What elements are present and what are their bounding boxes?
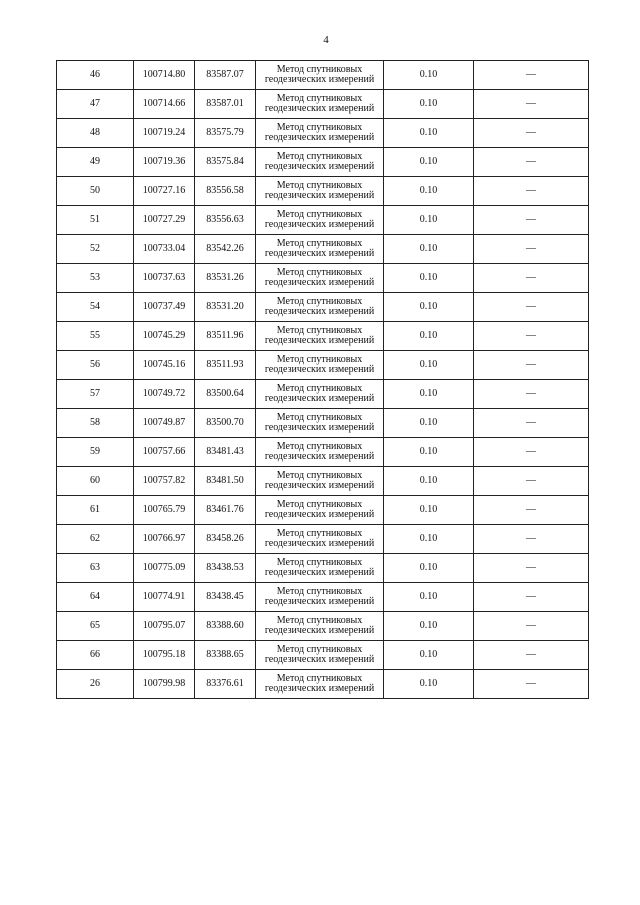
x-coordinate-cell: 100757.82: [134, 467, 195, 496]
note-cell: —: [474, 583, 589, 612]
table-row: [57, 554, 589, 583]
y-coordinate-cell: 83388.60: [195, 612, 256, 641]
y-coordinate-cell: 83458.26: [195, 525, 256, 554]
method-cell: [256, 641, 384, 670]
point-number-cell: 64: [57, 583, 134, 612]
accuracy-cell: 0.10: [384, 409, 474, 438]
accuracy-cell: 0.10: [384, 264, 474, 293]
method-line: Метод спутниковых: [276, 267, 363, 278]
y-coordinate-cell: 83587.07: [195, 61, 256, 90]
point-number-cell: 60: [57, 467, 134, 496]
accuracy-cell: 0.10: [384, 235, 474, 264]
table-row: [57, 670, 589, 699]
y-coordinate-cell: 83388.65: [195, 641, 256, 670]
accuracy-cell: 0.10: [384, 380, 474, 409]
x-coordinate-cell: 100727.16: [134, 177, 195, 206]
method-line: геодезических измерений: [264, 683, 375, 694]
y-coordinate-cell: 83556.63: [195, 206, 256, 235]
method-cell: [256, 525, 384, 554]
method-line: Метод спутниковых: [276, 557, 363, 568]
method-line: Метод спутниковых: [276, 615, 363, 626]
x-coordinate-cell: 100775.09: [134, 554, 195, 583]
y-coordinate-cell: 83438.53: [195, 554, 256, 583]
method-line: Метод спутниковых: [276, 209, 363, 220]
y-coordinate-cell: 83531.20: [195, 293, 256, 322]
note-cell: —: [474, 235, 589, 264]
y-coordinate-cell: 83500.64: [195, 380, 256, 409]
method-cell: [256, 293, 384, 322]
method-cell: [256, 438, 384, 467]
accuracy-cell: 0.10: [384, 206, 474, 235]
method-cell: [256, 119, 384, 148]
point-number-cell: 56: [57, 351, 134, 380]
table-row: [57, 119, 589, 148]
method-line: геодезических измерений: [264, 393, 375, 404]
point-number-cell: 52: [57, 235, 134, 264]
y-coordinate-cell: 83500.70: [195, 409, 256, 438]
method-line: геодезических измерений: [264, 538, 375, 549]
method-line: геодезических измерений: [264, 161, 375, 172]
table-row: [57, 206, 589, 235]
point-number-cell: 59: [57, 438, 134, 467]
method-line: геодезических измерений: [264, 190, 375, 201]
table-row: [57, 148, 589, 177]
method-line: геодезических измерений: [264, 306, 375, 317]
accuracy-cell: 0.10: [384, 61, 474, 90]
method-line: Метод спутниковых: [276, 499, 363, 510]
method-cell: [256, 380, 384, 409]
method-cell: [256, 554, 384, 583]
y-coordinate-cell: 83587.01: [195, 90, 256, 119]
table-row: [57, 525, 589, 554]
y-coordinate-cell: 83376.61: [195, 670, 256, 699]
point-number-cell: 58: [57, 409, 134, 438]
x-coordinate-cell: 100745.29: [134, 322, 195, 351]
y-coordinate-cell: 83481.50: [195, 467, 256, 496]
table-row: [57, 177, 589, 206]
x-coordinate-cell: 100795.18: [134, 641, 195, 670]
method-line: Метод спутниковых: [276, 354, 363, 365]
note-cell: —: [474, 554, 589, 583]
accuracy-cell: 0.10: [384, 293, 474, 322]
accuracy-cell: 0.10: [384, 641, 474, 670]
table-row: [57, 583, 589, 612]
method-line: геодезических измерений: [264, 132, 375, 143]
method-line: геодезических измерений: [264, 596, 375, 607]
x-coordinate-cell: 100799.98: [134, 670, 195, 699]
y-coordinate-cell: 83511.96: [195, 322, 256, 351]
accuracy-cell: 0.10: [384, 525, 474, 554]
accuracy-cell: 0.10: [384, 554, 474, 583]
method-line: Метод спутниковых: [276, 383, 363, 394]
method-line: Метод спутниковых: [276, 325, 363, 336]
method-line: Метод спутниковых: [276, 528, 363, 539]
accuracy-cell: 0.10: [384, 90, 474, 119]
note-cell: —: [474, 322, 589, 351]
table-row: [57, 641, 589, 670]
method-line: геодезических измерений: [264, 422, 375, 433]
note-cell: —: [474, 467, 589, 496]
method-cell: [256, 351, 384, 380]
table-row: [57, 496, 589, 525]
x-coordinate-cell: 100714.80: [134, 61, 195, 90]
table-row: [57, 293, 589, 322]
method-cell: [256, 61, 384, 90]
y-coordinate-cell: 83531.26: [195, 264, 256, 293]
method-line: Метод спутниковых: [276, 238, 363, 249]
method-line: Метод спутниковых: [276, 64, 363, 75]
accuracy-cell: 0.10: [384, 351, 474, 380]
x-coordinate-cell: 100757.66: [134, 438, 195, 467]
table-row: [57, 438, 589, 467]
method-cell: [256, 264, 384, 293]
x-coordinate-cell: 100765.79: [134, 496, 195, 525]
x-coordinate-cell: 100766.97: [134, 525, 195, 554]
point-number-cell: 47: [57, 90, 134, 119]
x-coordinate-cell: 100749.72: [134, 380, 195, 409]
note-cell: —: [474, 612, 589, 641]
method-line: геодезических измерений: [264, 277, 375, 288]
note-cell: —: [474, 206, 589, 235]
note-cell: —: [474, 525, 589, 554]
point-number-cell: 62: [57, 525, 134, 554]
method-line: геодезических измерений: [264, 335, 375, 346]
note-cell: —: [474, 119, 589, 148]
table-row: [57, 235, 589, 264]
note-cell: —: [474, 177, 589, 206]
note-cell: —: [474, 641, 589, 670]
y-coordinate-cell: 83481.43: [195, 438, 256, 467]
accuracy-cell: 0.10: [384, 612, 474, 641]
method-line: геодезических измерений: [264, 625, 375, 636]
note-cell: —: [474, 409, 589, 438]
y-coordinate-cell: 83461.76: [195, 496, 256, 525]
method-cell: [256, 583, 384, 612]
x-coordinate-cell: 100745.16: [134, 351, 195, 380]
method-cell: [256, 409, 384, 438]
note-cell: —: [474, 90, 589, 119]
accuracy-cell: 0.10: [384, 496, 474, 525]
x-coordinate-cell: 100774.91: [134, 583, 195, 612]
point-number-cell: 55: [57, 322, 134, 351]
point-number-cell: 51: [57, 206, 134, 235]
coordinates-table-body: [57, 61, 589, 699]
method-line: Метод спутниковых: [276, 644, 363, 655]
y-coordinate-cell: 83438.45: [195, 583, 256, 612]
note-cell: —: [474, 148, 589, 177]
y-coordinate-cell: 83511.93: [195, 351, 256, 380]
point-number-cell: 50: [57, 177, 134, 206]
point-number-cell: 53: [57, 264, 134, 293]
method-cell: [256, 235, 384, 264]
x-coordinate-cell: 100714.66: [134, 90, 195, 119]
method-line: геодезических измерений: [264, 451, 375, 462]
x-coordinate-cell: 100727.29: [134, 206, 195, 235]
table-row: [57, 380, 589, 409]
coordinates-table: [56, 60, 589, 699]
accuracy-cell: 0.10: [384, 438, 474, 467]
x-coordinate-cell: 100719.36: [134, 148, 195, 177]
table-row: [57, 612, 589, 641]
accuracy-cell: 0.10: [384, 119, 474, 148]
point-number-cell: 57: [57, 380, 134, 409]
y-coordinate-cell: 83542.26: [195, 235, 256, 264]
method-line: геодезических измерений: [264, 74, 375, 85]
method-line: геодезических измерений: [264, 480, 375, 491]
method-line: Метод спутниковых: [276, 470, 363, 481]
method-cell: [256, 148, 384, 177]
note-cell: —: [474, 293, 589, 322]
note-cell: —: [474, 61, 589, 90]
method-line: Метод спутниковых: [276, 296, 363, 307]
method-line: Метод спутниковых: [276, 122, 363, 133]
method-line: геодезических измерений: [264, 248, 375, 259]
method-line: геодезических измерений: [264, 509, 375, 520]
page-number: 4: [323, 34, 329, 46]
y-coordinate-cell: 83575.79: [195, 119, 256, 148]
accuracy-cell: 0.10: [384, 670, 474, 699]
x-coordinate-cell: 100737.49: [134, 293, 195, 322]
note-cell: —: [474, 670, 589, 699]
note-cell: —: [474, 380, 589, 409]
point-number-cell: 49: [57, 148, 134, 177]
x-coordinate-cell: 100737.63: [134, 264, 195, 293]
method-cell: [256, 467, 384, 496]
note-cell: —: [474, 264, 589, 293]
method-cell: [256, 322, 384, 351]
method-cell: [256, 177, 384, 206]
x-coordinate-cell: 100719.24: [134, 119, 195, 148]
accuracy-cell: 0.10: [384, 322, 474, 351]
accuracy-cell: 0.10: [384, 467, 474, 496]
method-line: геодезических измерений: [264, 364, 375, 375]
table-row: [57, 409, 589, 438]
method-line: Метод спутниковых: [276, 441, 363, 452]
x-coordinate-cell: 100795.07: [134, 612, 195, 641]
method-line: геодезических измерений: [264, 219, 375, 230]
point-number-cell: 65: [57, 612, 134, 641]
method-line: Метод спутниковых: [276, 673, 363, 684]
accuracy-cell: 0.10: [384, 148, 474, 177]
method-line: Метод спутниковых: [276, 151, 363, 162]
point-number-cell: 63: [57, 554, 134, 583]
method-line: Метод спутниковых: [276, 586, 363, 597]
table-row: [57, 467, 589, 496]
accuracy-cell: 0.10: [384, 177, 474, 206]
y-coordinate-cell: 83575.84: [195, 148, 256, 177]
method-line: геодезических измерений: [264, 654, 375, 665]
method-cell: [256, 612, 384, 641]
x-coordinate-cell: 100733.04: [134, 235, 195, 264]
method-line: Метод спутниковых: [276, 412, 363, 423]
method-cell: [256, 496, 384, 525]
method-cell: [256, 90, 384, 119]
point-number-cell: 26: [57, 670, 134, 699]
table-row: [57, 61, 589, 90]
table-row: [57, 264, 589, 293]
table-row: [57, 351, 589, 380]
point-number-cell: 61: [57, 496, 134, 525]
point-number-cell: 46: [57, 61, 134, 90]
note-cell: —: [474, 496, 589, 525]
note-cell: —: [474, 438, 589, 467]
point-number-cell: 48: [57, 119, 134, 148]
table-row: [57, 90, 589, 119]
method-line: Метод спутниковых: [276, 180, 363, 191]
table-row: [57, 322, 589, 351]
note-cell: —: [474, 351, 589, 380]
x-coordinate-cell: 100749.87: [134, 409, 195, 438]
y-coordinate-cell: 83556.58: [195, 177, 256, 206]
method-line: геодезических измерений: [264, 567, 375, 578]
method-cell: [256, 670, 384, 699]
method-line: геодезических измерений: [264, 103, 375, 114]
method-line: Метод спутниковых: [276, 93, 363, 104]
method-cell: [256, 206, 384, 235]
accuracy-cell: 0.10: [384, 583, 474, 612]
point-number-cell: 54: [57, 293, 134, 322]
point-number-cell: 66: [57, 641, 134, 670]
